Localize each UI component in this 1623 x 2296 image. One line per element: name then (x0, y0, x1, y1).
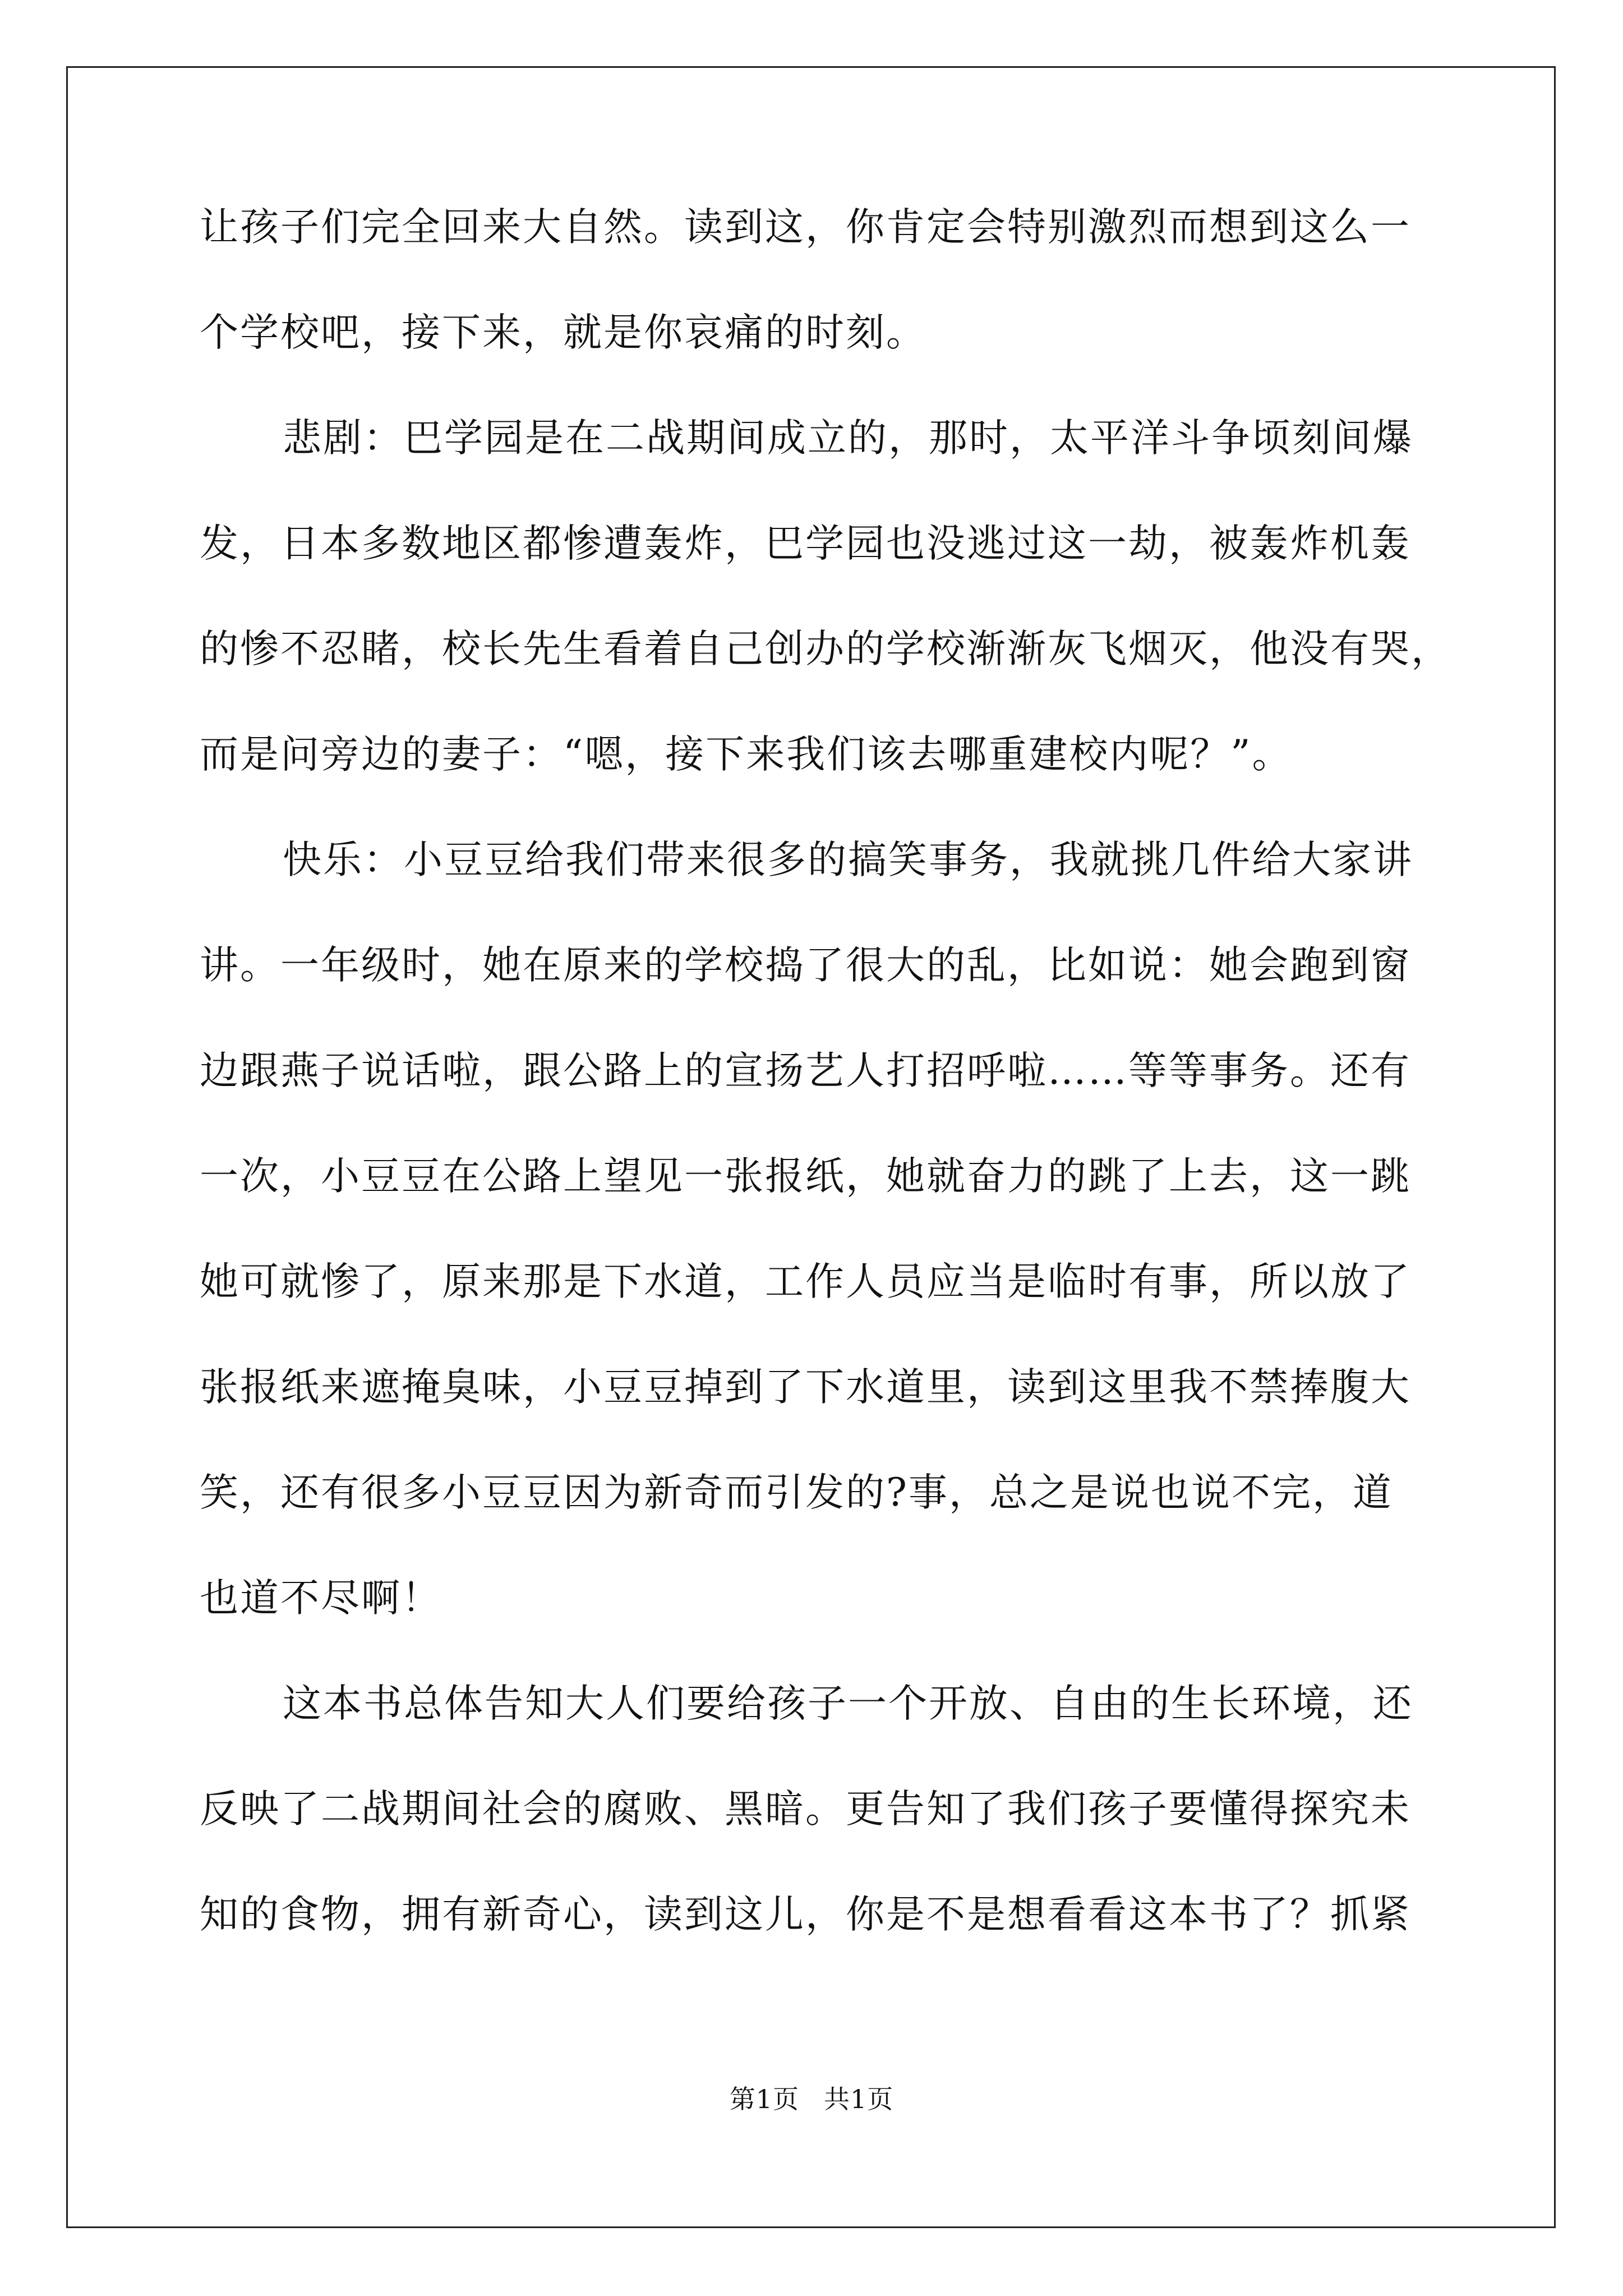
text-line: 她可就惨了，原来那是下水道，工作人员应当是临时有事，所以放了 (200, 1259, 1411, 1304)
text-line: 张报纸来遮掩臭味，小豆豆掉到了下水道里，读到这里我不禁捧腹大 (200, 1365, 1411, 1410)
page-total: 共1页 (824, 2084, 894, 2114)
text-line: 也道不尽啊！ (200, 1576, 442, 1621)
paragraph-start-line: 快乐：小豆豆给我们带来很多的搞笑事务，我就挑几件给大家讲 (283, 838, 1413, 882)
page-footer (0, 2082, 1623, 2116)
text-line: 而是问旁边的妻子：“嗯，接下来我们该去哪重建校内呢？”。 (200, 732, 1293, 777)
text-line: 反映了二战期间社会的腐败、黑暗。更告知了我们孩子要懂得探究未 (200, 1787, 1411, 1832)
text-line: 笑，还有很多小豆豆因为新奇而引发的?事，总之是说也说不完，道 (200, 1470, 1393, 1515)
paragraph-start-line: 悲剧：巴学园是在二战期间成立的，那时，太平洋斗争顷刻间爆 (283, 416, 1413, 461)
text-line: 一次，小豆豆在公路上望见一张报纸，她就奋力的跳了上去，这一跳 (200, 1154, 1411, 1199)
page-number: 第1页 (729, 2084, 799, 2114)
text-line: 讲。一年级时，她在原来的学校捣了很大的乱，比如说：她会跑到窗 (200, 943, 1411, 988)
paragraph-start-line: 这本书总体告知大人们要给孩子一个开放、自由的生长环境，还 (283, 1681, 1413, 1726)
text-line: 个学校吧，接下来，就是你哀痛的时刻。 (200, 310, 926, 355)
text-line: 知的食物，拥有新奇心，读到这儿，你是不是想看看这本书了？抓紧 (200, 1892, 1411, 1937)
text-line: 的惨不忍睹，校长先生看着自己创办的学校渐渐灰飞烟灭，他没有哭， (200, 627, 1451, 671)
text-line: 发，日本多数地区都惨遭轰炸，巴学园也没逃过这一劫，被轰炸机轰 (200, 521, 1411, 566)
text-line: 让孩子们完全回来大自然。读到这，你肯定会特别激烈而想到这么一 (200, 205, 1411, 250)
document-body (200, 201, 1451, 1994)
text-line: 边跟燕子说话啦，跟公路上的宣扬艺人打招呼啦……等等事务。还有 (200, 1048, 1411, 1093)
